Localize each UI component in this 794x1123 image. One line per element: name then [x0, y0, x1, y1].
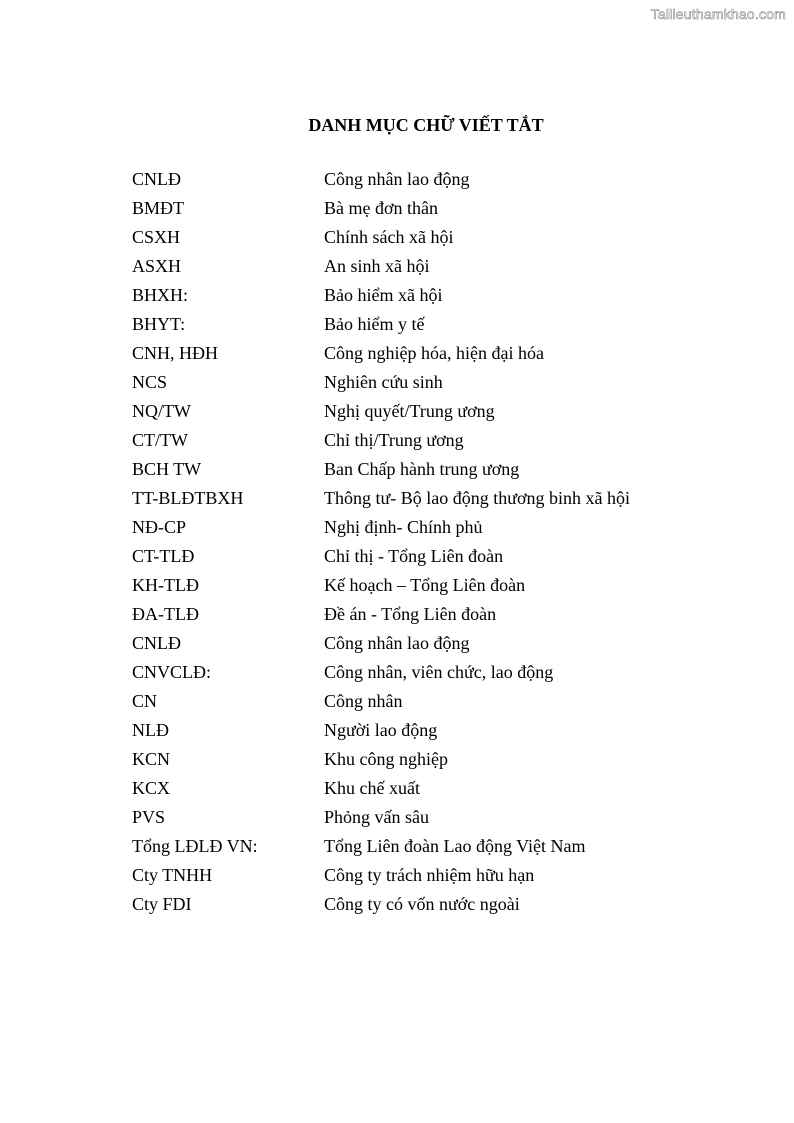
list-item: [132, 803, 630, 832]
abbreviation-term: CT-TLĐ: [132, 546, 195, 566]
abbreviation-definition: Người lao động: [324, 720, 438, 740]
abbreviation-term: ASXH: [132, 256, 182, 276]
abbreviation-definition: Công nghiệp hóa, hiện đại hóa: [324, 343, 544, 363]
abbreviation-definition: Công ty trách nhiệm hữu hạn: [324, 865, 535, 885]
abbreviation-definition: Khu công nghiệp: [324, 749, 448, 769]
abbreviation-term: Cty TNHH: [132, 865, 213, 885]
list-item: [132, 745, 630, 774]
list-item: [132, 455, 630, 484]
abbreviation-term: NQ/TW: [132, 401, 191, 421]
list-item: [132, 687, 630, 716]
abbreviation-definition: Ban Chấp hành trung ương: [324, 459, 520, 479]
abbreviation-definition: Tổng Liên đoàn Lao động Việt Nam: [324, 836, 586, 856]
abbreviation-term: PVS: [132, 807, 166, 827]
list-item: [132, 832, 630, 861]
list-item: [132, 165, 630, 194]
abbreviation-definition: Công ty có vốn nước ngoài: [324, 894, 520, 914]
abbreviation-definition: Nghị định- Chính phủ: [324, 517, 483, 537]
abbreviation-definition: Bảo hiểm xã hội: [324, 285, 443, 305]
abbreviation-list: [132, 165, 630, 919]
abbreviation-term: CNVCLĐ:: [132, 662, 212, 682]
list-item: [132, 281, 630, 310]
watermark: Tailieuthamkhao.com: [650, 6, 786, 22]
abbreviation-term: CT/TW: [132, 430, 188, 450]
list-item: [132, 223, 630, 252]
abbreviation-definition: Phỏng vấn sâu: [324, 807, 429, 827]
list-item: [132, 571, 630, 600]
abbreviation-term: NĐ-CP: [132, 517, 187, 537]
list-item: [132, 426, 630, 455]
list-item: [132, 252, 630, 281]
abbreviation-definition: Kế hoạch – Tổng Liên đoàn: [324, 575, 526, 595]
abbreviation-term: NLĐ: [132, 720, 169, 740]
list-item: [132, 397, 630, 426]
list-item: [132, 716, 630, 745]
list-item: [132, 194, 630, 223]
list-item: [132, 861, 630, 890]
abbreviation-definition: Đề án - Tổng Liên đoàn: [324, 604, 497, 624]
list-item: [132, 484, 630, 513]
abbreviation-definition: Công nhân: [324, 691, 403, 711]
abbreviation-term: KH-TLĐ: [132, 575, 199, 595]
abbreviation-definition: Khu chế xuất: [324, 778, 420, 798]
list-item: [132, 339, 630, 368]
abbreviation-definition: Chỉ thị/Trung ương: [324, 430, 464, 450]
abbreviation-term: CNLĐ: [132, 633, 181, 653]
abbreviation-term: CSXH: [132, 227, 181, 247]
abbreviation-term: TT-BLĐTBXH: [132, 488, 244, 508]
list-item: [132, 774, 630, 803]
abbreviation-definition: Chỉ thị - Tổng Liên đoàn: [324, 546, 504, 566]
abbreviation-term: Cty FDI: [132, 894, 192, 914]
abbreviation-term: KCX: [132, 778, 171, 798]
page-title: DANH MỤC CHỮ VIẾT TẮT: [308, 115, 544, 135]
list-item: [132, 542, 630, 571]
abbreviation-term: NCS: [132, 372, 168, 392]
abbreviation-definition: Thông tư- Bộ lao động thương binh xã hội: [324, 488, 631, 508]
abbreviation-definition: Nghiên cứu sinh: [324, 372, 443, 392]
list-item: [132, 368, 630, 397]
abbreviation-term: ĐA-TLĐ: [132, 604, 199, 624]
abbreviation-definition: Bảo hiểm y tế: [324, 314, 425, 334]
abbreviation-term: BHXH:: [132, 285, 189, 305]
list-item: [132, 629, 630, 658]
abbreviation-term: CN: [132, 691, 158, 711]
abbreviation-definition: Công nhân lao động: [324, 169, 470, 189]
list-item: [132, 513, 630, 542]
abbreviation-term: CNH, HĐH: [132, 343, 219, 363]
abbreviation-definition: Công nhân lao động: [324, 633, 470, 653]
abbreviation-term: CNLĐ: [132, 169, 181, 189]
list-item: [132, 600, 630, 629]
abbreviation-definition: An sinh xã hội: [324, 256, 430, 276]
list-item: [132, 658, 630, 687]
abbreviation-term: KCN: [132, 749, 171, 769]
abbreviation-term: BMĐT: [132, 198, 185, 218]
abbreviation-term: BHYT:: [132, 314, 186, 334]
list-item: [132, 890, 630, 919]
abbreviation-definition: Công nhân, viên chức, lao động: [324, 662, 554, 682]
abbreviation-definition: Chính sách xã hội: [324, 227, 454, 247]
abbreviation-definition: Bà mẹ đơn thân: [324, 198, 438, 218]
abbreviation-term: Tổng LĐLĐ VN:: [132, 836, 258, 856]
abbreviation-term: BCH TW: [132, 459, 202, 479]
list-item: [132, 310, 630, 339]
abbreviation-definition: Nghị quyết/Trung ương: [324, 401, 495, 421]
